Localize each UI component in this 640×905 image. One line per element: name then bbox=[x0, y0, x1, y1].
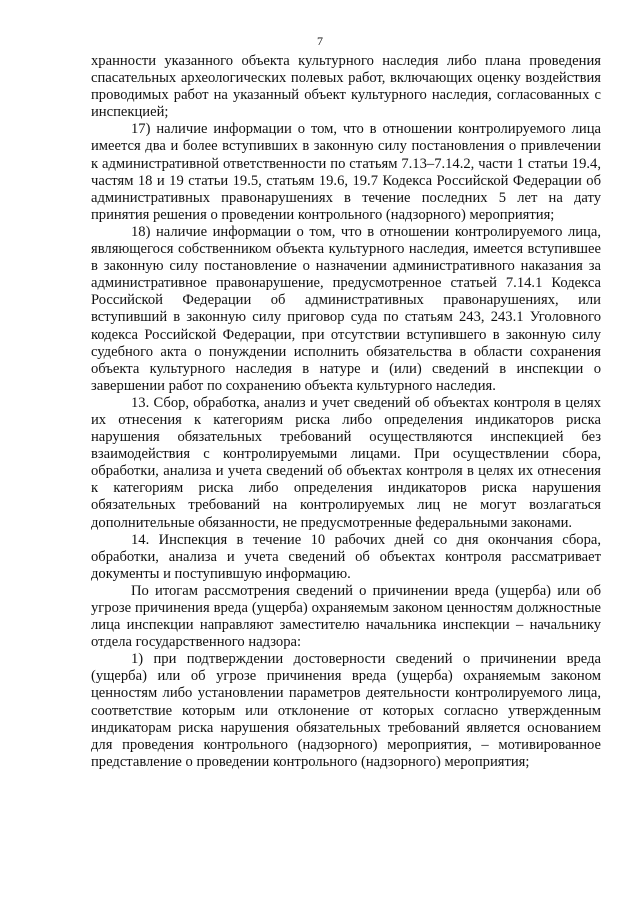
paragraph-section-13: 13. Сбор, обработка, анализ и учет сведений об объектах контроля в целях их отнесения к категориям риска либо определения индикаторов риска нарушения обязательных требований осуществляются инспекцией без взаимодействия с контролируемыми лицами. При осуществлении сбора, обработки, анализа и учета сведений об объектах контроля в целях их отнесения к категориям риска либо определения индикаторов риска нарушения обязательных требований на контролируемых лиц не могут возлагаться дополнительные обязанности, не предусмотренные федеральными законами. bbox=[91, 394, 601, 531]
paragraph-continuation: хранности указанного объекта культурного наследия либо плана проведения спасательных археологических полевых работ, включающих оценку воздействия проводимых работ на указанный объект культурного наследия, согласованных с инспекцией; bbox=[91, 53, 601, 121]
paragraph-item-17: 17) наличие информации о том, что в отношении контролируемого лица имеется два и более вступивших в законную силу постановления о привлечении к административной ответственности по статьям 7.13–7.14.2, части 1 статьи 19.4, частям 18 и 19 статьи 19.5, статьям 19.6, 19.7 Кодекса Российской Федерации об административных правонарушениях в течение последних 5 лет на дату принятия решения о проведении контрольного (надзорного) мероприятия; bbox=[91, 121, 601, 223]
document-body bbox=[91, 53, 601, 771]
paragraph-section-14: 14. Инспекция в течение 10 рабочих дней со дня окончания сбора, обработки, анализа и учета сведений об объектах контроля рассматривает документы и поступившую информацию. bbox=[91, 531, 601, 582]
paragraph-review-results: По итогам рассмотрения сведений о причинении вреда (ущерба) или об угрозе причинения вреда (ущерба) охраняемым законом ценностям должностные лица инспекции направляют заместителю начальника инспекции – начальнику отдела государственного надзора: bbox=[91, 582, 601, 651]
page-number: 7 bbox=[317, 34, 323, 48]
paragraph-item-18: 18) наличие информации о том, что в отношении контролируемого лица, являющегося собственником объекта культурного наследия, имеется вступившее в законную силу постановление о назначении административного наказания за административное правонарушение, предусмотренное статьей 7.14.1 Кодекса Российской Федерации об административных правонарушениях, или вступивший в законную силу приговор суда по статьям 243, 243.1 Уголовного кодекса Российской Федерации, при отсутствии вступившего в законную силу судебного акта о понуждении исполнить обязательства в области сохранения объекта культурного наследия в натуре и (или) сведений в инспекции о завершении работ по сохранению объекта культурного наследия. bbox=[91, 223, 601, 394]
paragraph-subitem-1: 1) при подтверждении достоверности сведений о причинении вреда (ущерба) или об угрозе причинения вреда (ущерба) охраняемым законом ценностям либо установлении параметров деятельности контролируемого лица, соответствие которым или отклонение от которых согласно утвержденным индикаторам риска нарушения обязательных требований является основанием для проведения контрольного (надзорного) мероприятия, – мотивированное представление о проведении контрольного (надзорного) мероприятия; bbox=[91, 651, 601, 770]
